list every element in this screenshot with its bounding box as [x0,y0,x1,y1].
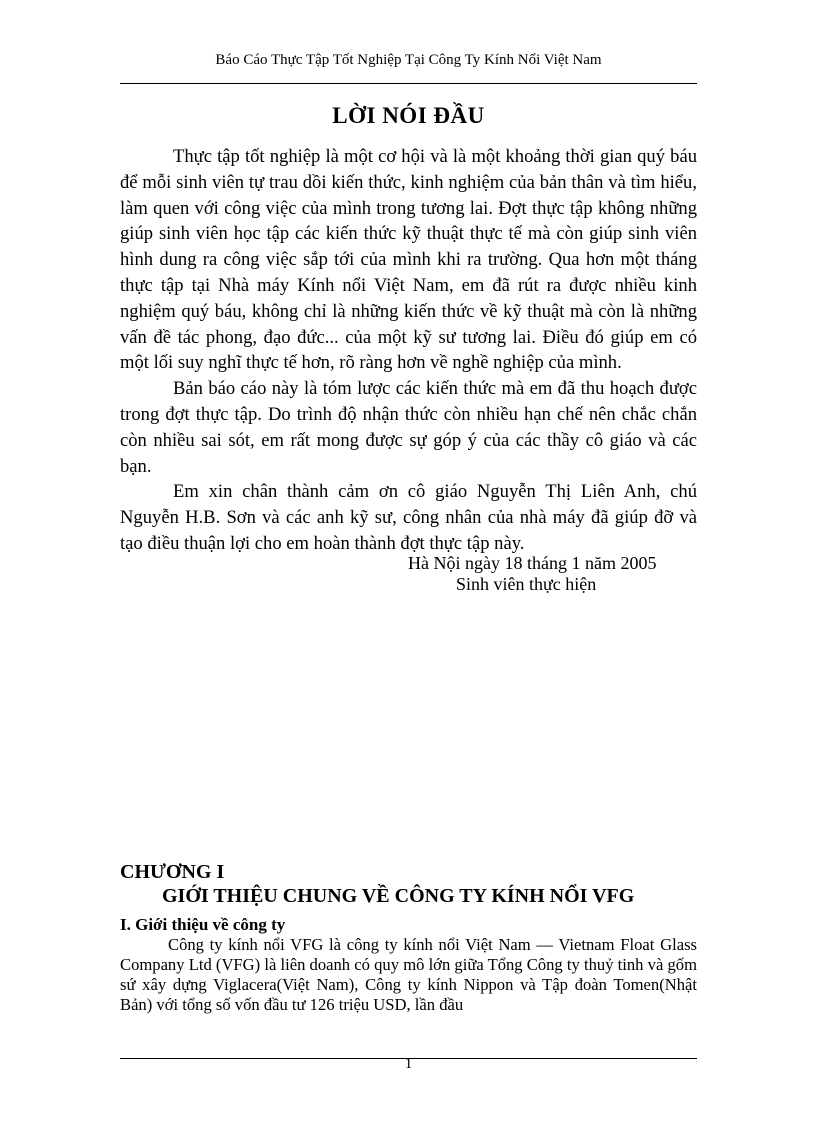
chapter-title: GIỚI THIỆU CHUNG VỀ CÔNG TY KÍNH NỔI VFG [162,885,635,907]
signature-author: Sinh viên thực hiện [456,574,597,594]
preface-paragraph-2: Bản báo cáo này là tóm lược các kiến thức mà em đã thu hoạch được trong đợt thực tập. Do trình độ nhận thức còn nhiều hạn chế nên chắc chắn còn nhiều sai sót, em rất mong được sự góp ý của các thầy cô giáo và các bạn. [120,378,697,477]
preface-paragraph-1: Thực tập tốt nghiệp là một cơ hội và là một khoảng thời gian quý báu để mỗi sinh viên tự trau dồi kiến thức, kinh nghiệm của bản thân và tìm hiểu, làm quen với công việc của mình trong tương lai. Đợt thực tập không những giúp sinh viên học tập các kiến thức kỹ thuật thực tế mà còn giúp sinh viên hình dung ra công việc sắp tới của mình khi ra trường. Qua hơn một tháng thực tập tại Nhà máy Kính nổi Việt Nam, em đã rút ra được nhiều kinh nghiệm quý báu, không chỉ là những kiến thức về kỹ thuật mà còn là những vấn đề tác phong, đạo đức... của một kỹ sư tương lai. Điều đó giúp em có một lối suy nghĩ thực tế hơn, rõ ràng hơn về nghề nghiệp của mình. [120,146,697,374]
chapter-heading [120,860,720,908]
page-number: 1 [404,1056,413,1072]
page-header: Báo Cáo Thực Tập Tốt Nghiệp Tại Công Ty Kính Nổi Việt Nam [215,52,602,68]
section-heading: I. Giới thiệu về công ty [120,915,286,934]
signature-date: Hà Nội ngày 18 tháng 1 năm 2005 [408,553,657,573]
section-1 [120,915,697,1015]
section-paragraph: Công ty kính nổi VFG là công ty kính nổi Việt Nam — Vietnam Float Glass Company Ltd (VFG) là liên doanh có quy mô lớn giữa Tổng Công ty thuỷ tinh và gốm sứ xây dựng Viglacera(Việt Nam), Công ty kính Nippon và Tập đoàn Tomen(Nhật Bản) với tổng số vốn đầu tư 126 triệu USD, lần đầu [120,935,697,1014]
preface-paragraph-3: Em xin chân thành cảm ơn cô giáo Nguyễn Thị Liên Anh, chú Nguyễn H.B. Sơn và các anh kỹ sư, công nhân của nhà máy đã giúp đỡ và tạo điều thuận lợi cho em hoàn thành đợt thực tập này. [120,481,697,554]
header-rule [120,83,697,84]
preface-body [120,144,697,557]
chapter-number: CHƯƠNG I [120,861,225,883]
preface-title: LỜI NÓI ĐẦU [332,103,485,128]
